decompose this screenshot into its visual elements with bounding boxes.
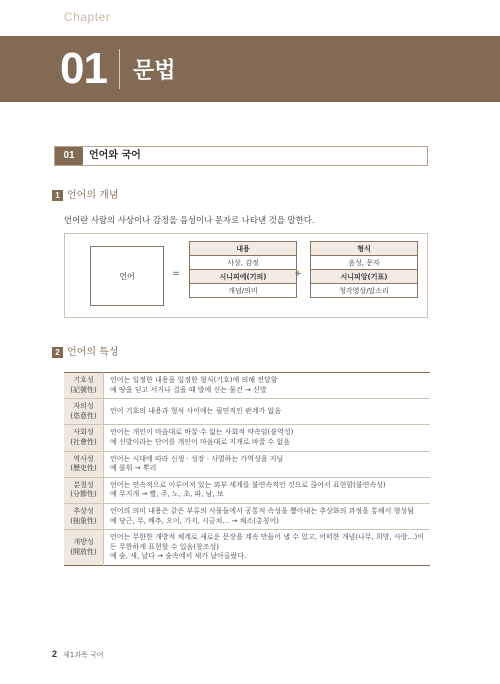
subheading-concept (52, 189, 118, 201)
content-header: 내용 (190, 242, 297, 256)
property-name-korean: 사회성 (73, 428, 94, 437)
property-name-hanja: (開放性) (70, 547, 97, 556)
subheading-number: 1 (52, 190, 63, 201)
property-name (64, 530, 103, 566)
property-name (64, 373, 103, 399)
property-line: 언어의 의미 내용은 같은 부류의 사물들에서 공통적 속성을 뽑아내는 추상화의 과정을 통해서 형성됨 (109, 506, 414, 515)
property-line: 언어는 시대에 따라 신생 · 성장 · 사멸하는 가역성을 지님 (109, 454, 284, 463)
property-line: 언어 기호의 내용과 형식 사이에는 필연적인 관계가 없음 (109, 406, 282, 415)
page-footer (52, 647, 104, 657)
chapter-divider (119, 49, 120, 89)
property-name-hanja: (社會性) (70, 437, 97, 446)
form-cell: 청각영상/말소리 (311, 284, 418, 298)
form-header: 형식 (311, 242, 418, 256)
property-line: 언어는 무한한 개방적 체계로 새로운 문장을 계속 만들어 낼 수 있고, 어떠한 개념(나무, 희망, 사랑…)이 (109, 533, 424, 542)
property-name-hanja: (分節性) (70, 490, 97, 499)
property-description (103, 399, 430, 425)
property-line: 언어는 개인이 마음대로 바꿀 수 없는 사회적 약속임(불역성) (109, 428, 294, 437)
language-box-label: 언어 (119, 271, 135, 281)
equals-sign: = (172, 269, 180, 279)
property-name-hanja: (歷史性) (70, 464, 97, 473)
property-name (64, 451, 103, 477)
property-description (103, 451, 430, 477)
property-line: 예 무지개 → 빨, 주, 노, 초, 파, 남, 보 (109, 490, 224, 499)
property-name (64, 477, 103, 503)
property-name (64, 425, 103, 451)
property-row (64, 373, 430, 399)
form-table (310, 241, 418, 298)
property-description (103, 373, 430, 399)
content-cell: 시니피에(기의) (190, 270, 297, 284)
properties-table (64, 372, 430, 566)
property-row (64, 399, 430, 425)
language-diagram (64, 233, 428, 318)
property-line: 언어는 일정한 내용을 일정한 형식(기호)에 의해 전달함 (109, 376, 278, 384)
language-box (90, 246, 164, 306)
property-name-hanja: (抽象性) (70, 516, 97, 525)
property-description (103, 477, 430, 503)
chapter-title: 문법 (133, 58, 176, 84)
definition-sentence: 언어란 사람의 사상이나 감정을 음성이나 문자로 나타낸 것을 말한다. (64, 215, 315, 225)
property-line: 예 신발이라는 단어를 개인이 마음대로 지게로 바꿀 수 없음 (109, 437, 291, 446)
page-number: 2 (52, 649, 58, 659)
property-row (64, 451, 430, 477)
chapter-label: Chapter (64, 10, 111, 24)
property-name (64, 399, 103, 425)
page-part-label: 제1과목 국어 (63, 651, 104, 659)
property-name-korean: 기호성 (73, 376, 94, 384)
property-name-hanja: (記號性) (70, 385, 97, 394)
property-line: 예 숲, 새, 날다 → 숲속에서 새가 날아올랐다. (109, 552, 247, 561)
form-cell: 음성, 문자 (311, 256, 418, 270)
property-name (64, 503, 103, 529)
subheading-title: 언어의 특성 (67, 346, 119, 358)
property-name-korean: 개방성 (73, 537, 94, 546)
property-row (64, 530, 430, 566)
property-name-korean: 분절성 (73, 480, 94, 489)
section-title: 언어와 국어 (89, 150, 141, 161)
section-number: 01 (55, 147, 83, 165)
property-line: 예 땅을 딛고 서거나 걸을 때 발에 신는 물건 → 신발 (109, 385, 267, 394)
property-name-hanja: (恣意性) (70, 411, 97, 420)
content-cell: 사상, 감정 (190, 256, 297, 270)
property-row (64, 477, 430, 503)
property-line: 예 불휘 → 뿌리 (109, 464, 157, 473)
subheading-title: 언어의 개념 (67, 189, 119, 201)
property-name-korean: 자의성 (73, 402, 94, 411)
property-line: 예 당근, 무, 배추, 오이, 가지, 시금치… → 채소(총칭어) (109, 516, 279, 525)
plus-sign: + (294, 269, 302, 279)
property-line: 든 무한하게 표현할 수 있음(창조성) (109, 542, 220, 551)
property-name-korean: 추상성 (73, 506, 94, 515)
chapter-banner (0, 36, 500, 102)
property-description (103, 503, 430, 529)
property-description (103, 530, 430, 566)
property-row (64, 503, 430, 529)
property-row (64, 425, 430, 451)
property-description (103, 425, 430, 451)
content-table (189, 241, 297, 298)
section-heading (54, 146, 428, 166)
content-cell: 개념/의미 (190, 284, 297, 298)
property-line: 언어는 연속적으로 이루어져 있는 외부 세계를 불연속적인 것으로 끊어서 표현함(불연속성) (109, 480, 386, 489)
form-cell: 시니피앙(기표) (311, 270, 418, 284)
chapter-number: 01 (60, 44, 107, 93)
subheading-number: 2 (52, 347, 63, 358)
property-name-korean: 역사성 (73, 454, 94, 463)
subheading-properties (52, 346, 118, 358)
